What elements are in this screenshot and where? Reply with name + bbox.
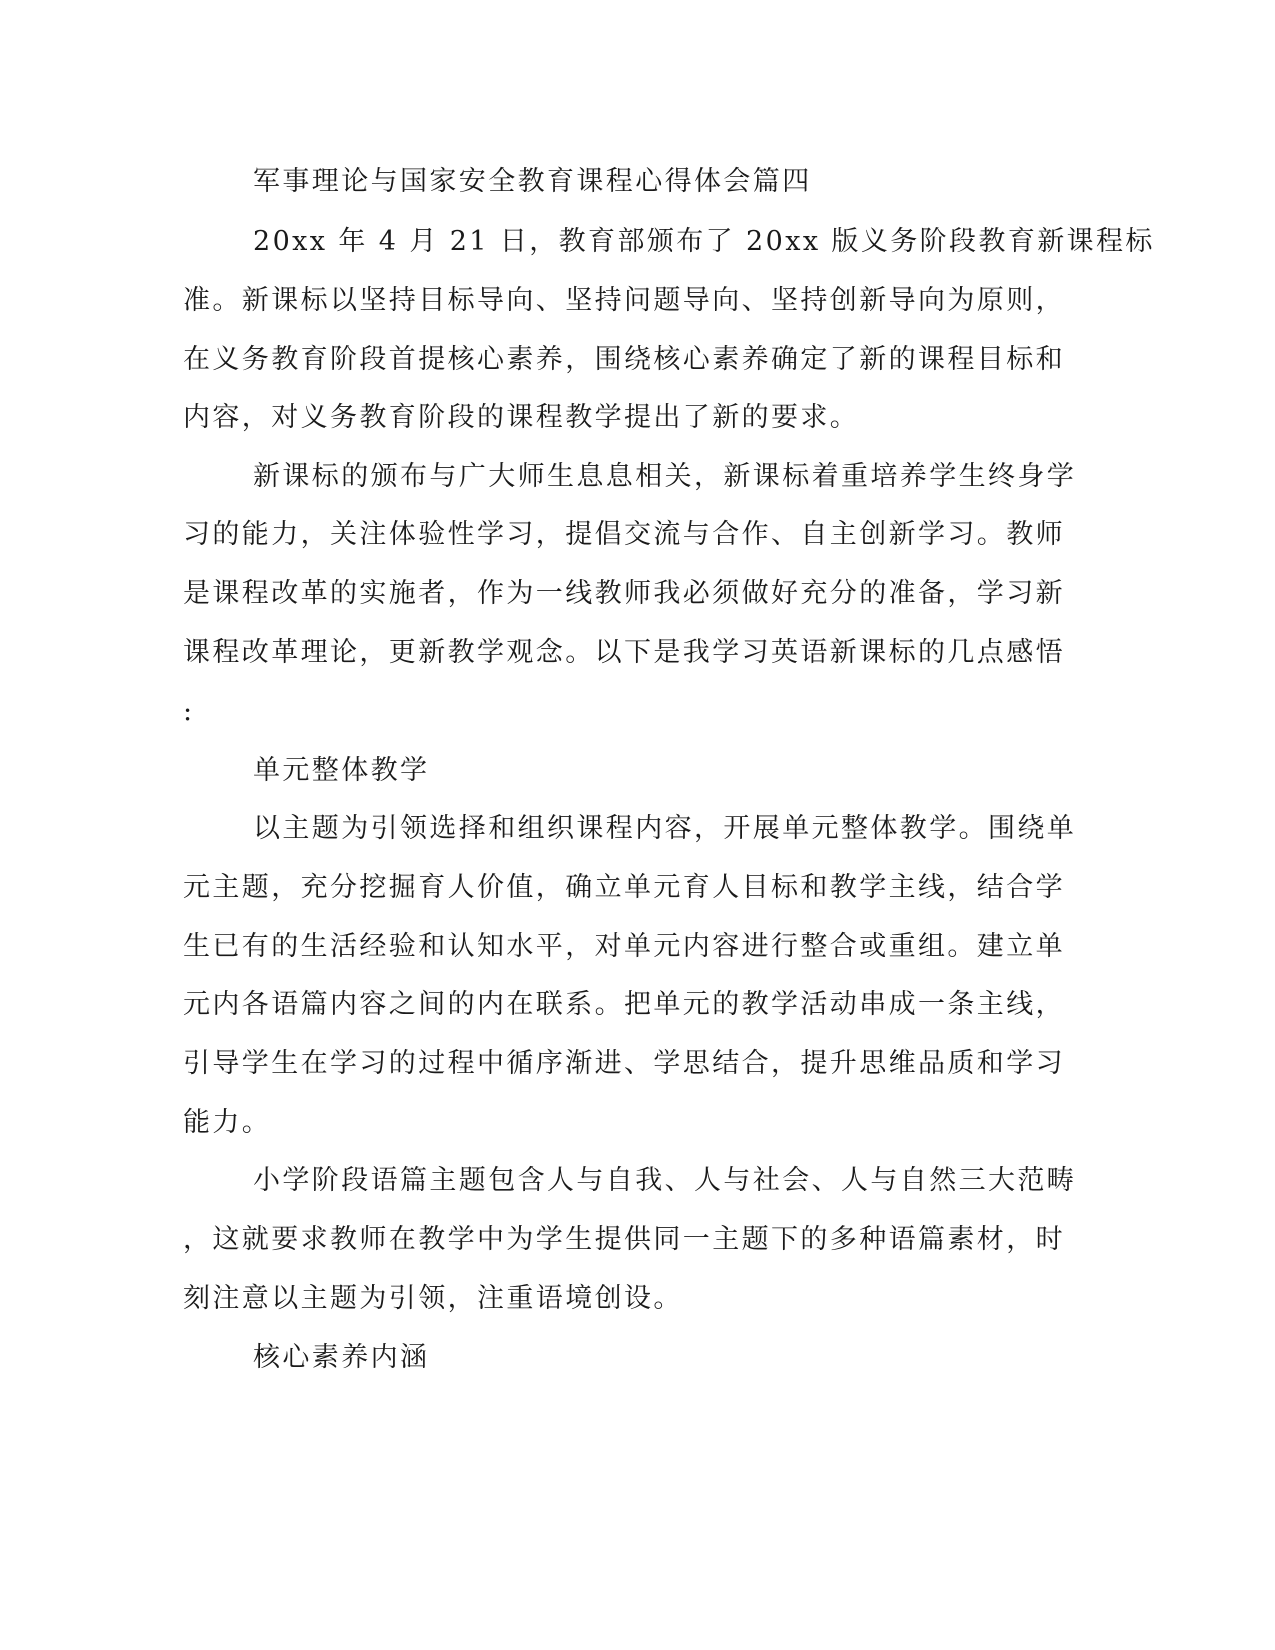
paragraph-2-line-3: 是课程改革的实施者，作为一线教师我必须做好充分的准备，学习新 [183, 578, 1065, 609]
paragraph-3-line-2: 元主题，充分挖掘育人价值，确立单元育人目标和教学主线，结合学 [183, 872, 1065, 903]
paragraph-1-line-2: 准。新课标以坚持目标导向、坚持问题导向、坚持创新导向为原则， [183, 285, 1065, 316]
paragraph-3-line-1: 以主题为引领选择和组织课程内容，开展单元整体教学。围绕单 [253, 813, 1077, 844]
paragraph-4-line-3: 刻注意以主题为引领，注重语境创设。 [183, 1283, 683, 1314]
paragraph-2-line-2: 习的能力，关注体验性学习，提倡交流与合作、自主创新学习。教师 [183, 519, 1065, 550]
paragraph-3-line-5: 引导学生在学习的过程中循序渐进、学思结合，提升思维品质和学习 [183, 1048, 1065, 1079]
paragraph-3-line-4: 元内各语篇内容之间的内在联系。把单元的教学活动串成一条主线， [183, 989, 1065, 1020]
paragraph-2-line-1: 新课标的颁布与广大师生息息相关，新课标着重培养学生终身学 [253, 461, 1077, 492]
paragraph-2-line-5: : [183, 696, 195, 727]
paragraph-3-line-6: 能力。 [183, 1107, 272, 1138]
document-title: 军事理论与国家安全教育课程心得体会篇四 [253, 166, 812, 197]
section-heading-core-literacy: 核心素养内涵 [253, 1342, 430, 1373]
section-heading-unit-teaching: 单元整体教学 [253, 755, 430, 786]
paragraph-1-line-1: 20xx 年 4 月 21 日，教育部颁布了 20xx 版义务阶段教育新课程标 [253, 226, 1155, 257]
paragraph-3-line-3: 生已有的生活经验和认知水平，对单元内容进行整合或重组。建立单 [183, 931, 1065, 962]
paragraph-4-line-1: 小学阶段语篇主题包含人与自我、人与社会、人与自然三大范畴 [253, 1165, 1077, 1196]
paragraph-1-line-4: 内容，对义务教育阶段的课程教学提出了新的要求。 [183, 402, 860, 433]
paragraph-2-line-4: 课程改革理论，更新教学观念。以下是我学习英语新课标的几点感悟 [183, 637, 1065, 668]
paragraph-1-line-3: 在义务教育阶段首提核心素养，围绕核心素养确定了新的课程目标和 [183, 344, 1065, 375]
paragraph-4-line-2: ，这就要求教师在教学中为学生提供同一主题下的多种语篇素材，时 [183, 1224, 1065, 1255]
